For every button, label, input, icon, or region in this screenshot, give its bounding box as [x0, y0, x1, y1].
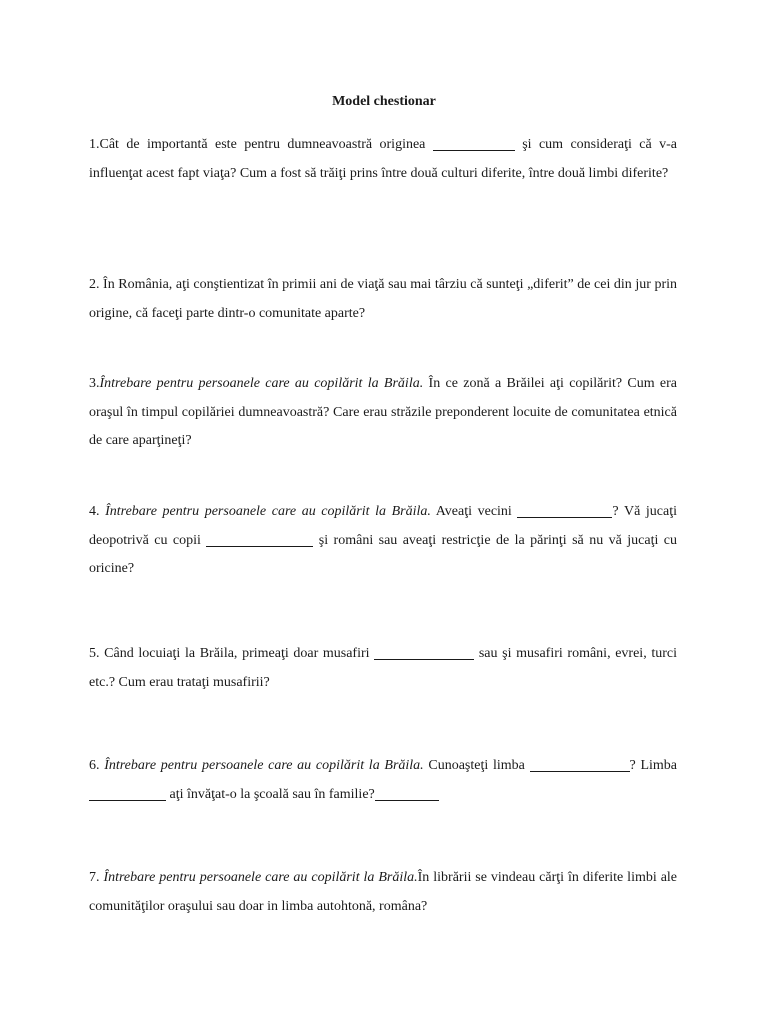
question-5 — [89, 640, 677, 697]
question-text: ? Vă jucaţi deopotrivă cu copii — [89, 504, 678, 548]
question-7 — [89, 864, 677, 921]
question-text: Aveaţi vecini — [430, 504, 518, 519]
question-2 — [89, 271, 677, 328]
question-text: În ce zonă a Brăilei aţi copilărit? Cum era oraşul în timpul copilăriei dumneavoastră? Care erau străzile preponderent locuite de comunitatea etnică de care aparţineţi? — [89, 376, 677, 448]
question-4 — [89, 498, 677, 584]
question-text: 3. — [89, 376, 100, 391]
fill-in-blank — [433, 136, 515, 151]
question-text: şi români sau aveaţi restricţie de la părinţi să nu vă jucaţi cu oricine? — [89, 532, 677, 576]
question-text: 4. — [89, 504, 106, 519]
fill-in-blank — [89, 786, 166, 801]
question-text: 2. În România, aţi conştientizat în primii ani de viaţă sau mai târziu că sunteţi „diferit” de cei din jur prin origine, că faceţi parte dintr-o comunitate aparte? — [89, 277, 677, 321]
fill-in-blank — [206, 532, 313, 547]
question-text: În librării se vindeau cărţi în diferite limbi ale comunităţilor oraşului sau doar in limba autohtonă, româna? — [89, 870, 678, 914]
question-1 — [89, 131, 677, 188]
question-text: şi cum consideraţi că v-a influenţat acest fapt viaţa? Cum a fost să trăiţi prins între două culturi diferite, între două limbi diferite? — [89, 137, 677, 181]
question-6 — [89, 752, 677, 809]
question-text: 7. — [89, 870, 104, 885]
question-italic-prefix: Întrebare pentru persoanele care au copilărit la Brăila. — [105, 504, 431, 519]
question-text: ? Limba — [629, 758, 678, 773]
fill-in-blank — [375, 786, 439, 801]
question-text: 6. — [89, 758, 105, 773]
fill-in-blank — [530, 757, 630, 772]
question-3 — [89, 370, 677, 456]
question-text: Cunoaşteţi limba — [423, 758, 530, 773]
question-italic-prefix: Întrebare pentru persoanele care au copilărit la Brăila. — [104, 758, 424, 773]
fill-in-blank — [374, 645, 474, 660]
fill-in-blank — [517, 503, 612, 518]
question-text: 5. Când locuiaţi la Brăila, primeaţi doar musafiri — [89, 646, 375, 661]
question-text: aţi învăţat-o la şcoală sau în familie? — [166, 786, 375, 802]
document-title: Model chestionar — [332, 94, 436, 109]
question-italic-prefix: Întrebare pentru persoanele care au copilărit la Brăila. — [99, 376, 424, 391]
question-italic-prefix: Întrebare pentru persoanele care au copilărit la Brăila. — [103, 870, 418, 885]
question-text: 1.Cât de importantă este pentru dumneavoastră originea — [89, 137, 433, 152]
question-text: sau şi musafiri români, evrei, turci etc.? Cum erau trataţi musafirii? — [89, 646, 677, 690]
